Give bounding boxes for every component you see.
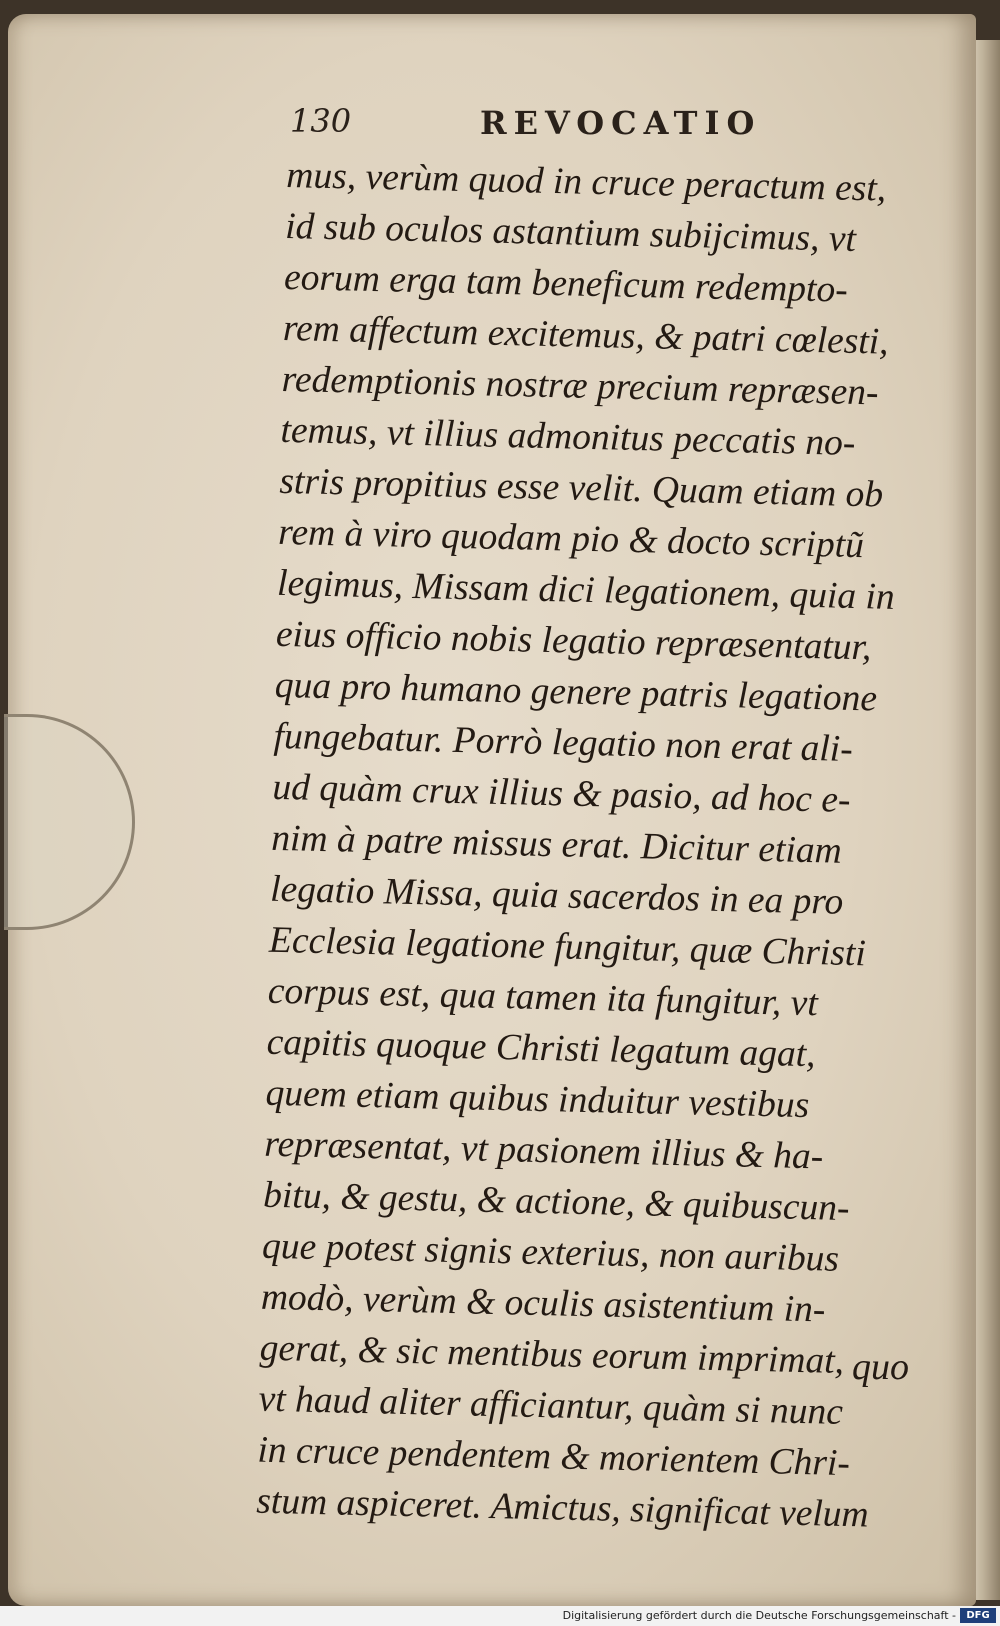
text-line: fungebatur. Porrò legatio non erat ali- xyxy=(273,715,854,770)
text-line: stris propitius esse velit. Quam etiam ob xyxy=(279,460,884,516)
catchword: quo xyxy=(852,1346,909,1388)
page-clip xyxy=(4,714,135,930)
text-line: legimus, Missam dici legationem, quia in xyxy=(276,562,896,618)
funding-credit: Digitalisierung gefördert durch die Deutsche Forschungsgemeinschaft - xyxy=(562,1609,956,1622)
text-line: quem etiam quibus induitur vestibus xyxy=(265,1072,810,1127)
text-line: gerat, & sic mentibus eorum imprimat, xyxy=(259,1327,845,1382)
page-header xyxy=(290,102,950,152)
text-line: temus, vt illius admonitus peccatis no- xyxy=(280,409,856,464)
text-line: stum aspiceret. Amictus, significat velum xyxy=(255,1480,870,1536)
text-line: mus, verùm quod in cruce peractum est, xyxy=(285,154,887,210)
text-line: vt haud aliter afficiantur, quàm si nunc xyxy=(258,1378,844,1433)
page-number: 130 xyxy=(290,102,352,140)
text-line: corpus est, qua tamen ita fungitur, vt xyxy=(267,970,819,1025)
text-line: eius officio nobis legatio repræsentatur, xyxy=(275,613,872,669)
running-head: REVOCATIO xyxy=(480,104,762,142)
text-line: bitu, & gestu, & actione, & quibuscun- xyxy=(262,1174,851,1230)
text-line: Ecclesia legatione fungitur, quæ Christi xyxy=(268,919,867,975)
text-line: eorum erga tam beneficum redempto- xyxy=(283,256,849,311)
text-line: qua pro humano genere patris legatione xyxy=(274,664,878,720)
text-line: rem affectum excitemus, & patri cœlesti, xyxy=(282,307,890,363)
body-text xyxy=(256,150,927,1541)
text-line: redemptionis nostræ precium repræsen- xyxy=(281,358,879,414)
text-line: in cruce pendentem & morientem Chri- xyxy=(257,1429,851,1485)
text-line: capitis quoque Christi legatum agat, xyxy=(266,1021,817,1076)
text-line: legatio Missa, quia sacerdos in ea pro xyxy=(269,868,844,923)
text-line: rem à viro quodam pio & docto scriptũ xyxy=(277,511,865,567)
text-line: ud quàm crux illius & pasio, ad hoc e- xyxy=(272,766,851,821)
text-line: id sub oculos astantium subijcimus, vt xyxy=(284,205,857,260)
dfg-logo: DFG xyxy=(960,1608,996,1623)
text-line: repræsentat, vt pasionem illius & ha- xyxy=(263,1123,824,1178)
text-line: modò, verùm & oculis asistentium in- xyxy=(260,1276,826,1331)
text-line: que potest signis exterius, non auribus xyxy=(261,1225,840,1280)
text-line: nim à patre missus erat. Dicitur etiam xyxy=(270,817,843,872)
footer-bar xyxy=(0,1606,1000,1626)
